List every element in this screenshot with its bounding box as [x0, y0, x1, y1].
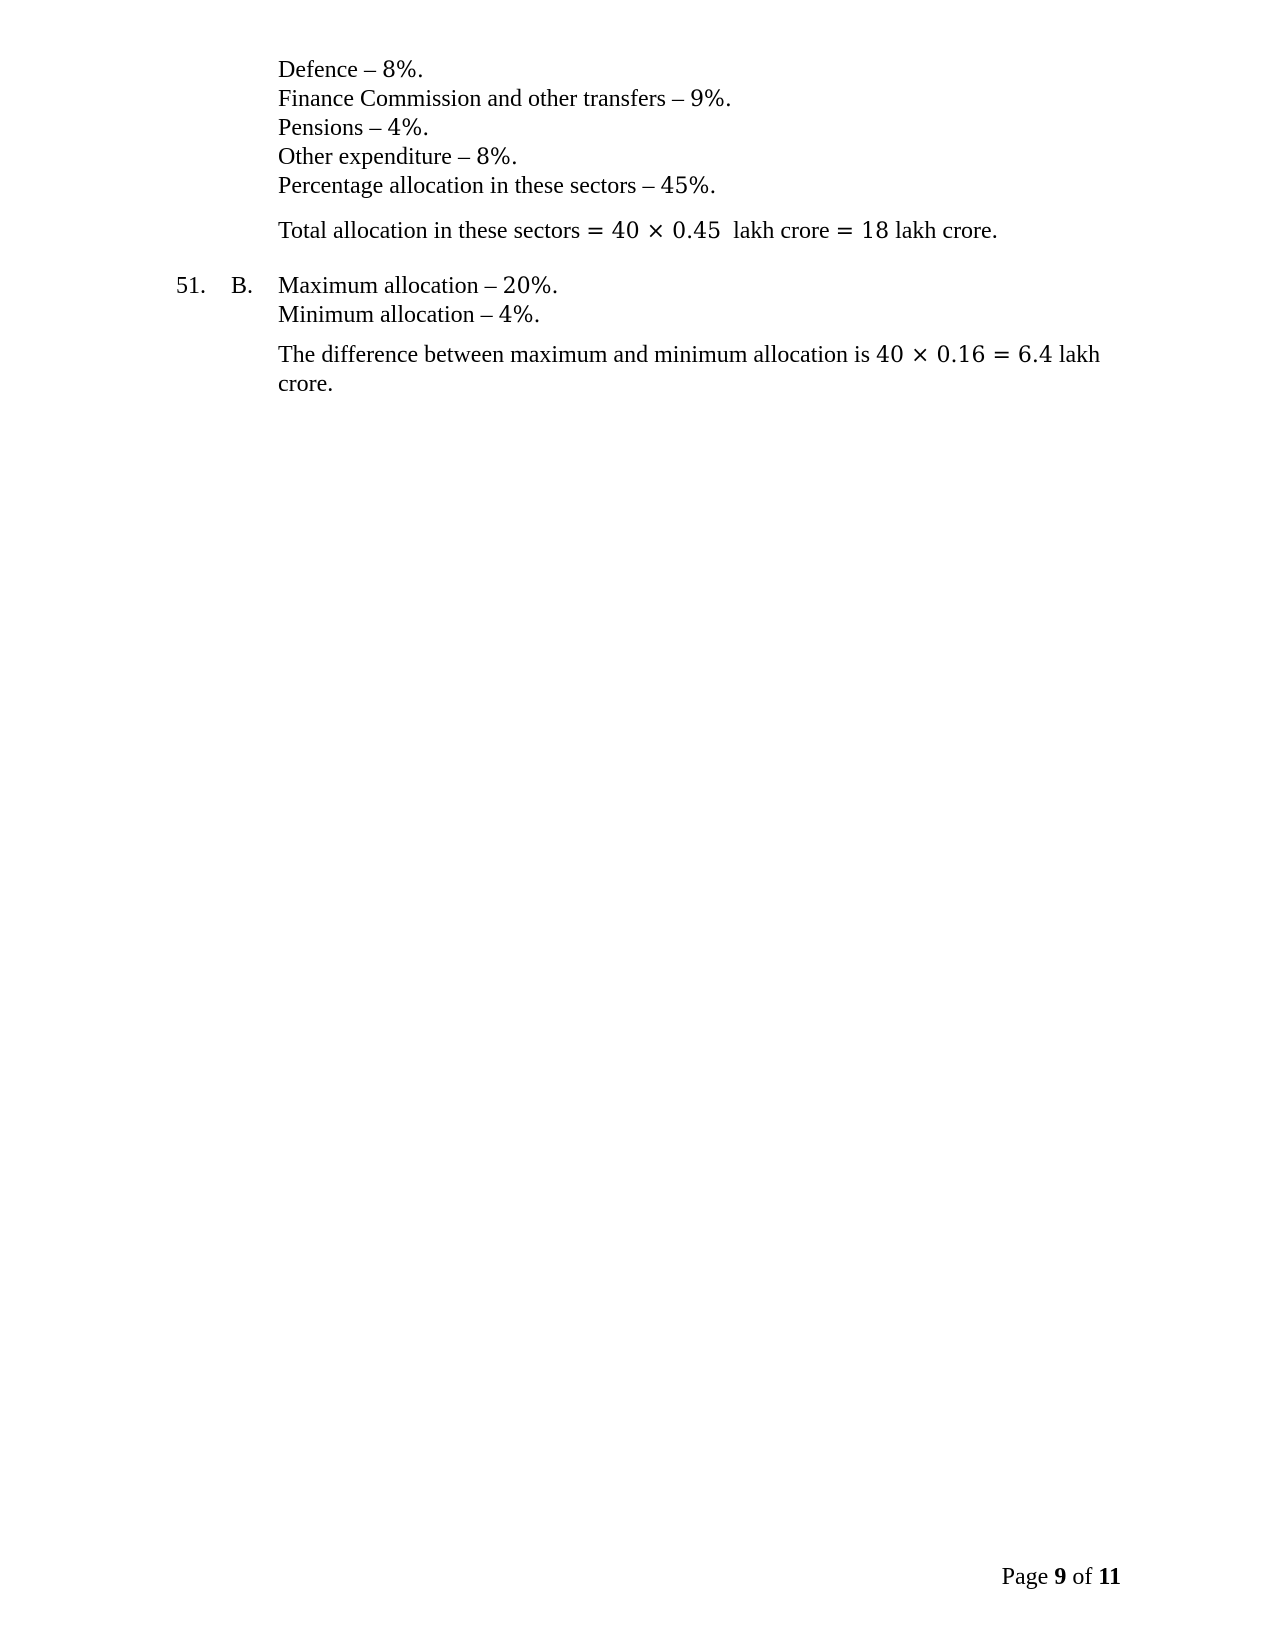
- total-prefix: Total allocation in these sectors: [278, 218, 587, 244]
- total-math: = 40 × 0.45: [586, 219, 722, 244]
- list-item-defence: [278, 56, 1138, 85]
- footer-of-word: of: [1072, 1564, 1093, 1590]
- item-value: 4%.: [498, 303, 541, 328]
- difference-line-2: crore.: [278, 371, 334, 397]
- allocation-list: [278, 56, 1138, 201]
- item-sep: –: [363, 115, 388, 141]
- question-51-allocations: [278, 272, 1138, 330]
- footer-page-word: Page: [1001, 1564, 1049, 1590]
- item-value: 9%.: [689, 87, 732, 112]
- item-value: 20%.: [502, 274, 559, 299]
- item-label: Pensions: [278, 115, 364, 141]
- list-item-pensions: [278, 114, 1138, 143]
- list-item-other-expenditure: [278, 143, 1138, 172]
- question-answer: B.: [231, 273, 254, 299]
- item-sep: –: [357, 57, 382, 83]
- item-label: Percentage allocation in these sectors: [278, 173, 637, 199]
- list-item-maximum-allocation: [278, 272, 1138, 301]
- item-label: Defence: [278, 57, 358, 83]
- total-middle: lakh crore: [721, 218, 836, 244]
- item-sep: –: [636, 173, 661, 199]
- item-sep: –: [474, 302, 499, 328]
- total-allocation-line: [278, 217, 1138, 246]
- question-number: 51.: [176, 273, 206, 299]
- difference-math: 40 × 0.16 = 6.4: [876, 343, 1053, 368]
- total-suffix: lakh crore.: [889, 218, 998, 244]
- footer-total-pages: 11: [1098, 1564, 1121, 1590]
- item-label: Maximum allocation: [278, 273, 479, 299]
- item-value: 8%.: [381, 58, 424, 83]
- list-item-finance-commission: [278, 85, 1138, 114]
- item-sep: –: [451, 144, 476, 170]
- difference-line-1: [278, 341, 1138, 370]
- item-value: 8%.: [475, 145, 518, 170]
- item-sep: –: [665, 86, 690, 112]
- item-label: Other expenditure: [278, 144, 452, 170]
- page-footer: [1002, 1563, 1121, 1592]
- total-allocation-text: [278, 217, 1138, 246]
- difference-prefix: The difference between maximum and minimum allocation is: [278, 342, 877, 368]
- footer-current-page: 9: [1054, 1564, 1067, 1590]
- item-label: Minimum allocation: [278, 302, 475, 328]
- difference-suffix: lakh: [1052, 342, 1101, 368]
- total-math-result: = 18: [835, 219, 890, 244]
- list-item-percentage-allocation: [278, 172, 1138, 201]
- list-item-minimum-allocation: [278, 301, 1138, 330]
- item-value: 45%.: [660, 174, 717, 199]
- item-sep: –: [478, 273, 503, 299]
- difference-paragraph: [278, 341, 1138, 399]
- item-value: 4%.: [387, 116, 430, 141]
- item-label: Finance Commission and other transfers: [278, 86, 666, 112]
